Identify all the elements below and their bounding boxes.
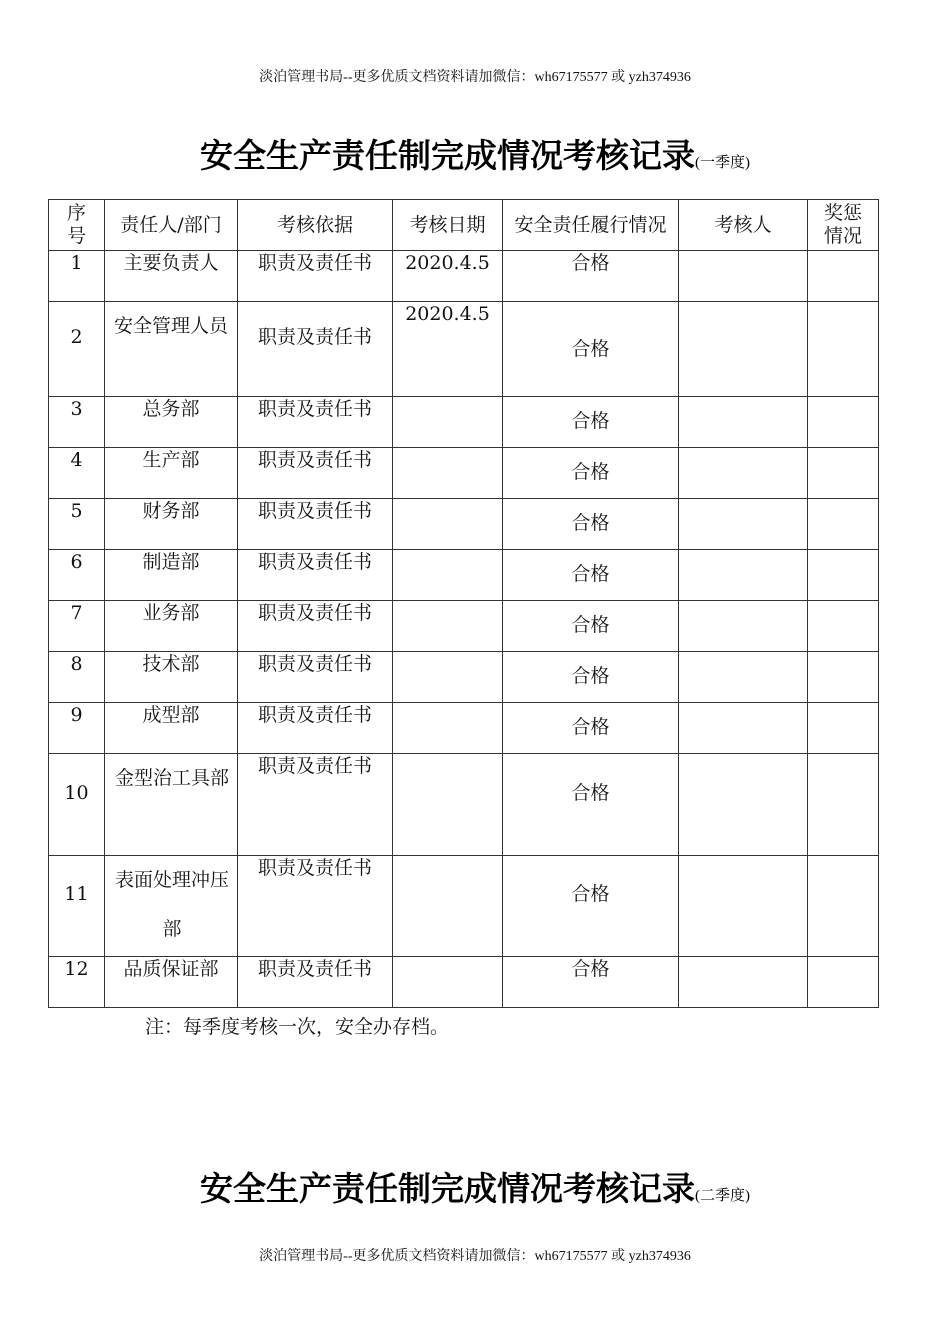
cell-reward (808, 448, 879, 499)
cell-assessor (679, 957, 808, 1008)
cell-status: 合格 (503, 499, 679, 550)
cell-basis: 职责及责任书 (238, 652, 393, 703)
section-title-q2 (0, 1163, 950, 1210)
assessment-record-table (48, 199, 879, 1008)
cell-no: 3 (49, 397, 105, 448)
cell-reward (808, 856, 879, 957)
table-row (49, 957, 879, 1008)
cell-no: 7 (49, 601, 105, 652)
cell-person: 总务部 (105, 397, 238, 448)
cell-person: 制造部 (105, 550, 238, 601)
cell-reward (808, 957, 879, 1008)
cell-status: 合格 (503, 652, 679, 703)
cell-no: 5 (49, 499, 105, 550)
cell-status: 合格 (503, 957, 679, 1008)
cell-assessor (679, 448, 808, 499)
cell-status: 合格 (503, 856, 679, 957)
cell-person: 业务部 (105, 601, 238, 652)
col-header-no: 序号 (49, 200, 105, 251)
cell-person: 生产部 (105, 448, 238, 499)
col-header-status: 安全责任履行情况 (503, 200, 679, 251)
cell-no: 10 (49, 754, 105, 856)
cell-date (393, 601, 503, 652)
cell-assessor (679, 856, 808, 957)
cell-assessor (679, 703, 808, 754)
cell-date (393, 397, 503, 448)
cell-date (393, 448, 503, 499)
cell-date: 2020.4.5 (393, 302, 503, 397)
cell-reward (808, 754, 879, 856)
section-title-q1 (0, 130, 950, 177)
cell-person: 品质保证部 (105, 957, 238, 1008)
cell-basis: 职责及责任书 (238, 754, 393, 856)
cell-no: 12 (49, 957, 105, 1008)
quarter-label: (一季度) (695, 155, 750, 171)
cell-assessor (679, 754, 808, 856)
cell-basis: 职责及责任书 (238, 601, 393, 652)
table-row (49, 448, 879, 499)
table-row (49, 652, 879, 703)
cell-status: 合格 (503, 550, 679, 601)
table-row (49, 754, 879, 856)
cell-person: 金型治工具部 (105, 754, 238, 856)
col-header-date: 考核日期 (393, 200, 503, 251)
cell-basis: 职责及责任书 (238, 703, 393, 754)
footnote: 注：每季度考核一次，安全办存档。 (145, 1016, 450, 1038)
cell-status: 合格 (503, 448, 679, 499)
cell-basis: 职责及责任书 (238, 302, 393, 397)
cell-status: 合格 (503, 601, 679, 652)
cell-reward (808, 499, 879, 550)
cell-no: 8 (49, 652, 105, 703)
col-header-assessor: 考核人 (679, 200, 808, 251)
cell-date (393, 550, 503, 601)
title-text: 安全生产责任制完成情况考核记录 (200, 1169, 695, 1208)
cell-no: 9 (49, 703, 105, 754)
cell-basis: 职责及责任书 (238, 856, 393, 957)
cell-no: 1 (49, 251, 105, 302)
header-watermark-note: 淡泊管理书局--更多优质文档资料请加微信：wh67175577 或 yzh374936 (259, 70, 691, 85)
cell-date (393, 703, 503, 754)
table-row (49, 601, 879, 652)
cell-assessor (679, 499, 808, 550)
footer-watermark-note: 淡泊管理书局--更多优质文档资料请加微信：wh67175577 或 yzh374936 (259, 1249, 691, 1264)
cell-assessor (679, 652, 808, 703)
cell-reward (808, 652, 879, 703)
cell-no: 4 (49, 448, 105, 499)
cell-reward (808, 251, 879, 302)
table-row (49, 397, 879, 448)
cell-person: 成型部 (105, 703, 238, 754)
cell-basis: 职责及责任书 (238, 550, 393, 601)
cell-basis: 职责及责任书 (238, 397, 393, 448)
cell-date (393, 856, 503, 957)
cell-date (393, 957, 503, 1008)
table-row (49, 703, 879, 754)
cell-person: 安全管理人员 (105, 302, 238, 397)
cell-reward (808, 601, 879, 652)
cell-date (393, 652, 503, 703)
cell-reward (808, 550, 879, 601)
cell-basis: 职责及责任书 (238, 251, 393, 302)
cell-status: 合格 (503, 397, 679, 448)
table-row (49, 302, 879, 397)
quarter-label: (二季度) (695, 1188, 750, 1204)
cell-status: 合格 (503, 251, 679, 302)
table-row (49, 499, 879, 550)
cell-date (393, 754, 503, 856)
cell-basis: 职责及责任书 (238, 448, 393, 499)
cell-status: 合格 (503, 754, 679, 856)
cell-status: 合格 (503, 703, 679, 754)
cell-person: 表面处理冲压部 (105, 856, 238, 957)
cell-date (393, 499, 503, 550)
cell-person: 技术部 (105, 652, 238, 703)
cell-assessor (679, 397, 808, 448)
cell-no: 11 (49, 856, 105, 957)
table-row (49, 856, 879, 957)
cell-date: 2020.4.5 (393, 251, 503, 302)
cell-reward (808, 302, 879, 397)
cell-status: 合格 (503, 302, 679, 397)
cell-assessor (679, 251, 808, 302)
cell-assessor (679, 302, 808, 397)
cell-person: 财务部 (105, 499, 238, 550)
cell-no: 6 (49, 550, 105, 601)
table-row (49, 550, 879, 601)
cell-person: 主要负责人 (105, 251, 238, 302)
title-text: 安全生产责任制完成情况考核记录 (200, 136, 695, 175)
col-header-reward: 奖惩情况 (808, 200, 879, 251)
cell-reward (808, 703, 879, 754)
col-header-basis: 考核依据 (238, 200, 393, 251)
table-header-row (49, 200, 879, 251)
cell-basis: 职责及责任书 (238, 957, 393, 1008)
table-row (49, 251, 879, 302)
cell-basis: 职责及责任书 (238, 499, 393, 550)
col-header-person: 责任人/部门 (105, 200, 238, 251)
cell-no: 2 (49, 302, 105, 397)
cell-assessor (679, 601, 808, 652)
cell-reward (808, 397, 879, 448)
cell-assessor (679, 550, 808, 601)
